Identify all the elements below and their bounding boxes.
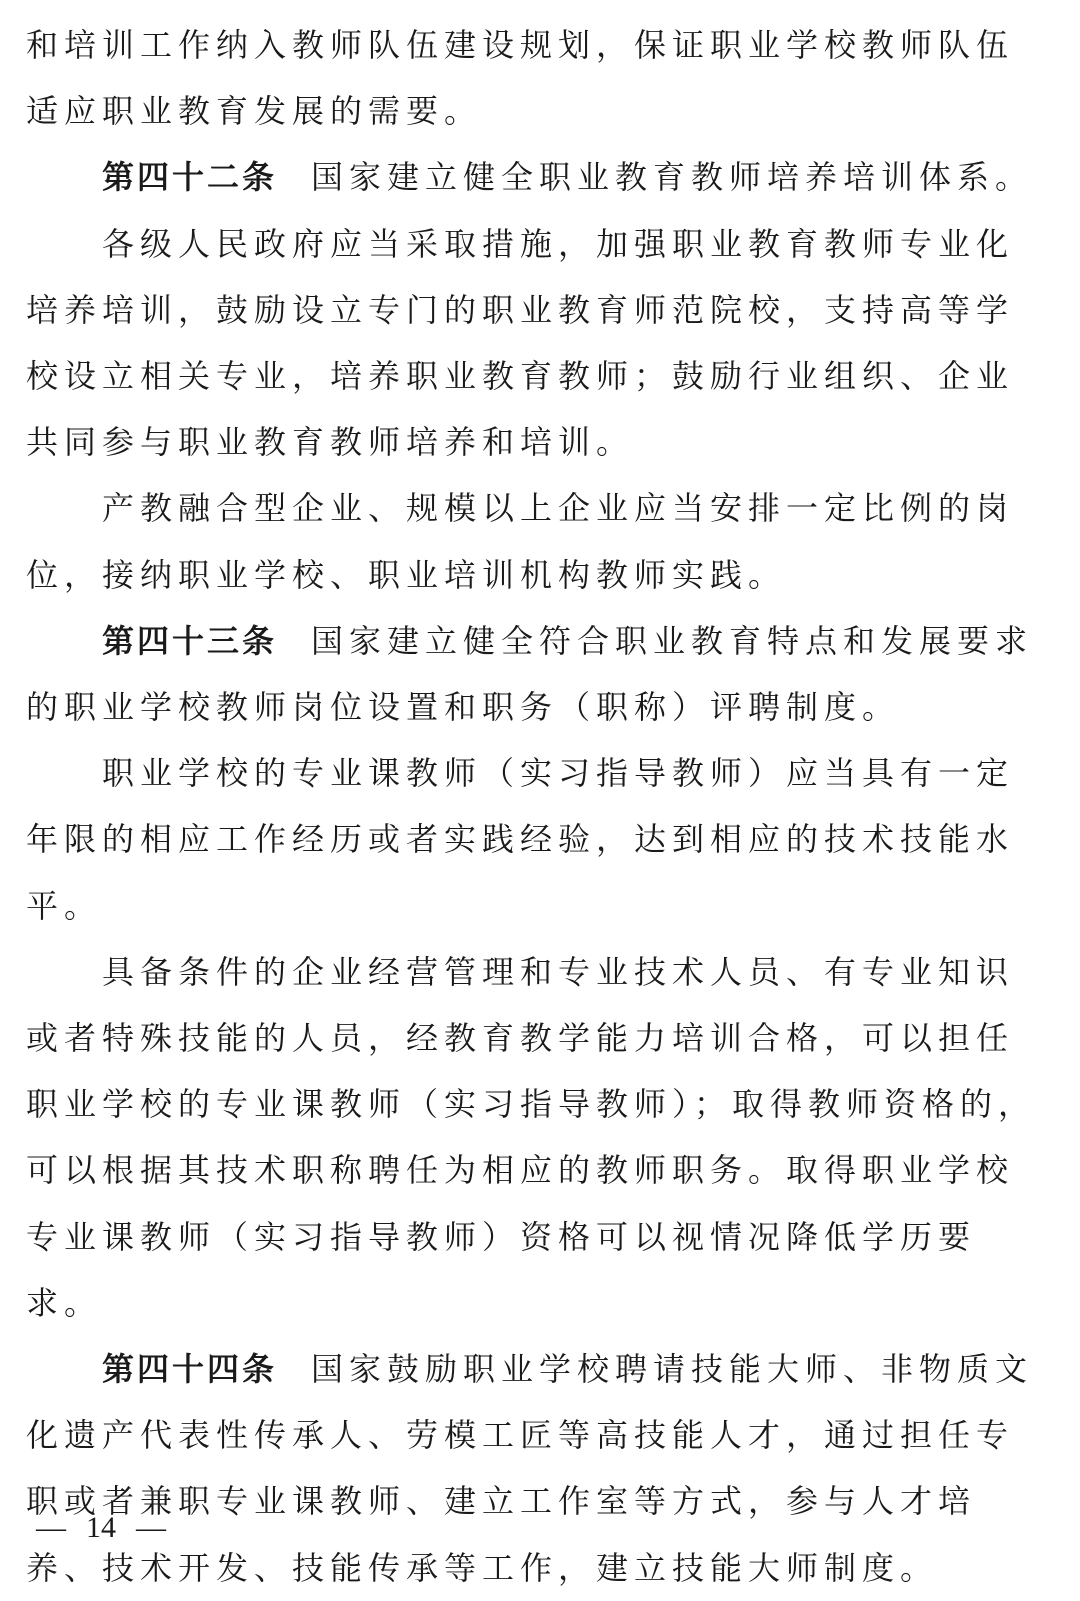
paragraph-1 — [26, 12, 1036, 144]
paragraph-6 — [26, 740, 1036, 939]
paragraph-7 — [26, 939, 1036, 1336]
footer-dash-right: — — [136, 1511, 166, 1544]
paragraph-text: 具备条件的企业经营管理和专业技术人员、有专业知识或者特殊技能的人员，经教育教学能力培训合格，可以担任职业学校的专业课教师（实习指导教师）；取得教师资格的，可以根据其技术职称聘任为相应的教师职务。取得职业学校专业课教师（实习指导教师）资格可以视情况降低学历要求。 — [26, 952, 1037, 1322]
paragraph-text: 产教融合型企业、规模以上企业应当安排一定比例的岗位，接纳职业学校、职业培训机构教师实践。 — [26, 489, 1015, 594]
paragraph-text: 国家鼓励职业学校聘请技能大师、非物质文化遗产代表性传承人、劳模工匠等高技能人才，通过担任专职或者兼职专业课教师、建立工作室等方式，参与人才培养、技术开发、技能传承等工作，建立技能大师制度。 — [26, 1350, 1034, 1587]
footer-dash-left: — — [36, 1511, 66, 1544]
paragraph-5 — [26, 608, 1036, 740]
paragraph-2 — [26, 144, 1036, 210]
article-number: 第四十二条 — [102, 158, 278, 197]
article-number: 第四十四条 — [102, 1350, 278, 1389]
paragraph-text: 各级人民政府应当采取措施，加强职业教育教师专业化培养培训，鼓励设立专门的职业教育师范院校，支持高等学校设立相关专业，培养职业教育教师；鼓励行业组织、企业共同参与职业教育教师培养和培训。 — [26, 224, 1015, 462]
paragraph-3 — [26, 211, 1036, 476]
paragraph-text: 和培训工作纳入教师队伍建设规划，保证职业学校教师队伍适应职业教育发展的需要。 — [26, 26, 1015, 131]
paragraph-8 — [26, 1336, 1036, 1601]
paragraph-text: 国家建立健全职业教育教师培养培训体系。 — [311, 158, 1034, 197]
page-footer — [36, 1508, 166, 1548]
paragraph-4 — [26, 475, 1036, 607]
article-number: 第四十三条 — [102, 621, 278, 660]
paragraph-text: 职业学校的专业课教师（实习指导教师）应当具有一定年限的相应工作经历或者实践经验，达到相应的技术技能水平。 — [26, 754, 1015, 925]
page-number: 14 — [86, 1511, 116, 1544]
paragraph-text: 国家建立健全符合职业教育特点和发展要求的职业学校教师岗位设置和职务（职称）评聘制度。 — [26, 621, 1034, 727]
document-body — [26, 12, 1036, 1601]
